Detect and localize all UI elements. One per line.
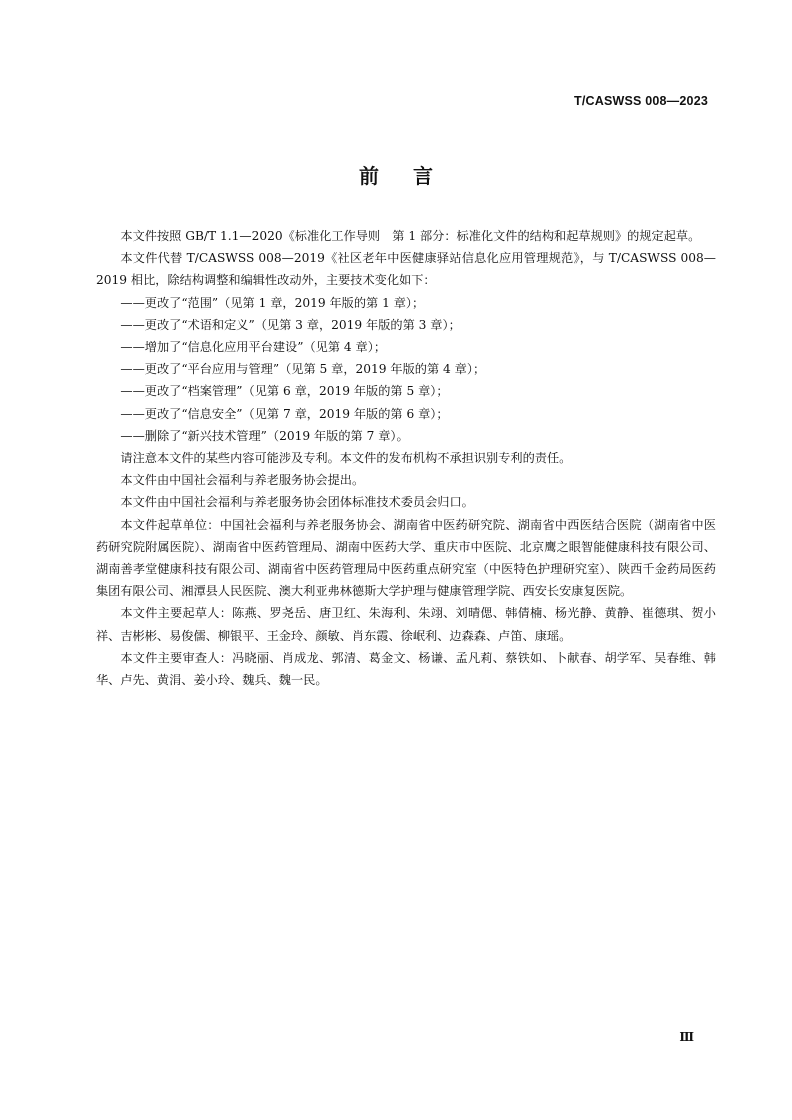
change-item: ——增加了“信息化应用平台建设”（见第 4 章）；: [120, 340, 387, 355]
foreword-body: [96, 225, 716, 691]
page-title: 前言: [359, 164, 467, 188]
paragraph-reviewers: 本文件主要审查人：冯晓丽、肖成龙、郭清、葛金文、杨谦、孟凡莉、蔡铁如、卜献春、胡学军、吴春维、韩华、卢先、黄涓、姜小玲、魏兵、魏一民。: [96, 650, 716, 688]
paragraph-proposer: 本文件由中国社会福利与养老服务协会提出。: [120, 473, 365, 488]
page-number: Ⅲ: [679, 1030, 694, 1044]
paragraph-committee: 本文件由中国社会福利与养老服务协会团体标准技术委员会归口。: [120, 495, 474, 510]
change-item: ——更改了“术语和定义”（见第 3 章，2019 年版的第 3 章）；: [120, 317, 461, 332]
change-item: ——更改了“档案管理”（见第 6 章，2019 年版的第 5 章）；: [120, 384, 449, 399]
change-item: ——删除了“新兴技术管理”（2019 年版的第 7 章）。: [120, 428, 409, 443]
paragraph-drafting-rules: 本文件按照 GB/T 1.1—2020《标准化工作导则 第 1 部分：标准化文件的结构和起草规则》的规定起草。: [120, 229, 701, 243]
paragraph-drafters: 本文件主要起草人：陈燕、罗尧岳、唐卫红、朱海利、朱翊、刘晴偲、韩倩楠、杨光静、黄静、崔德琪、贺小祥、吉彬彬、易俊儒、柳银平、王金玲、颜敏、肖东霞、徐岷利、边森森、卢笛、康瑶。: [96, 606, 716, 643]
paragraph-drafting-units: 本文件起草单位：中国社会福利与养老服务协会、湖南省中医药研究院、湖南省中西医结合医院（湖南省中医药研究院附属医院）、湖南省中医药管理局、湖南中医药大学、重庆市中医院、北京鹰之眼智能健康科技有限公司、湖南善孝堂健康科技有限公司、湖南省中医药管理局中医药重点研究室（中医特色护理研究室）、陕西千金药局医药集团有限公司、湘潭县人民医院、澳大利亚弗林德斯大学护理与健康管理学院、西安长安康复医院。: [96, 517, 716, 599]
change-item: ——更改了“平台应用与管理”（见第 5 章，2019 年版的第 4 章）；: [120, 362, 486, 377]
paragraph-replacement: 本文件代替 T/CASWSS 008—2019《社区老年中医健康驿站信息化应用管理规范》，与 T/CASWSS 008—2019 相比，除结构调整和编辑性改动外，主要技术变化如下：: [96, 251, 716, 288]
paragraph-patent-notice: 请注意本文件的某些内容可能涉及专利。本文件的发布机构不承担识别专利的责任。: [120, 451, 572, 466]
change-item: ——更改了“范围”（见第 1 章，2019 年版的第 1 章）；: [120, 295, 425, 310]
document-code: T/CASWSS 008—2023: [573, 94, 708, 108]
change-item: ——更改了“信息安全”（见第 7 章，2019 年版的第 6 章）；: [120, 406, 449, 421]
